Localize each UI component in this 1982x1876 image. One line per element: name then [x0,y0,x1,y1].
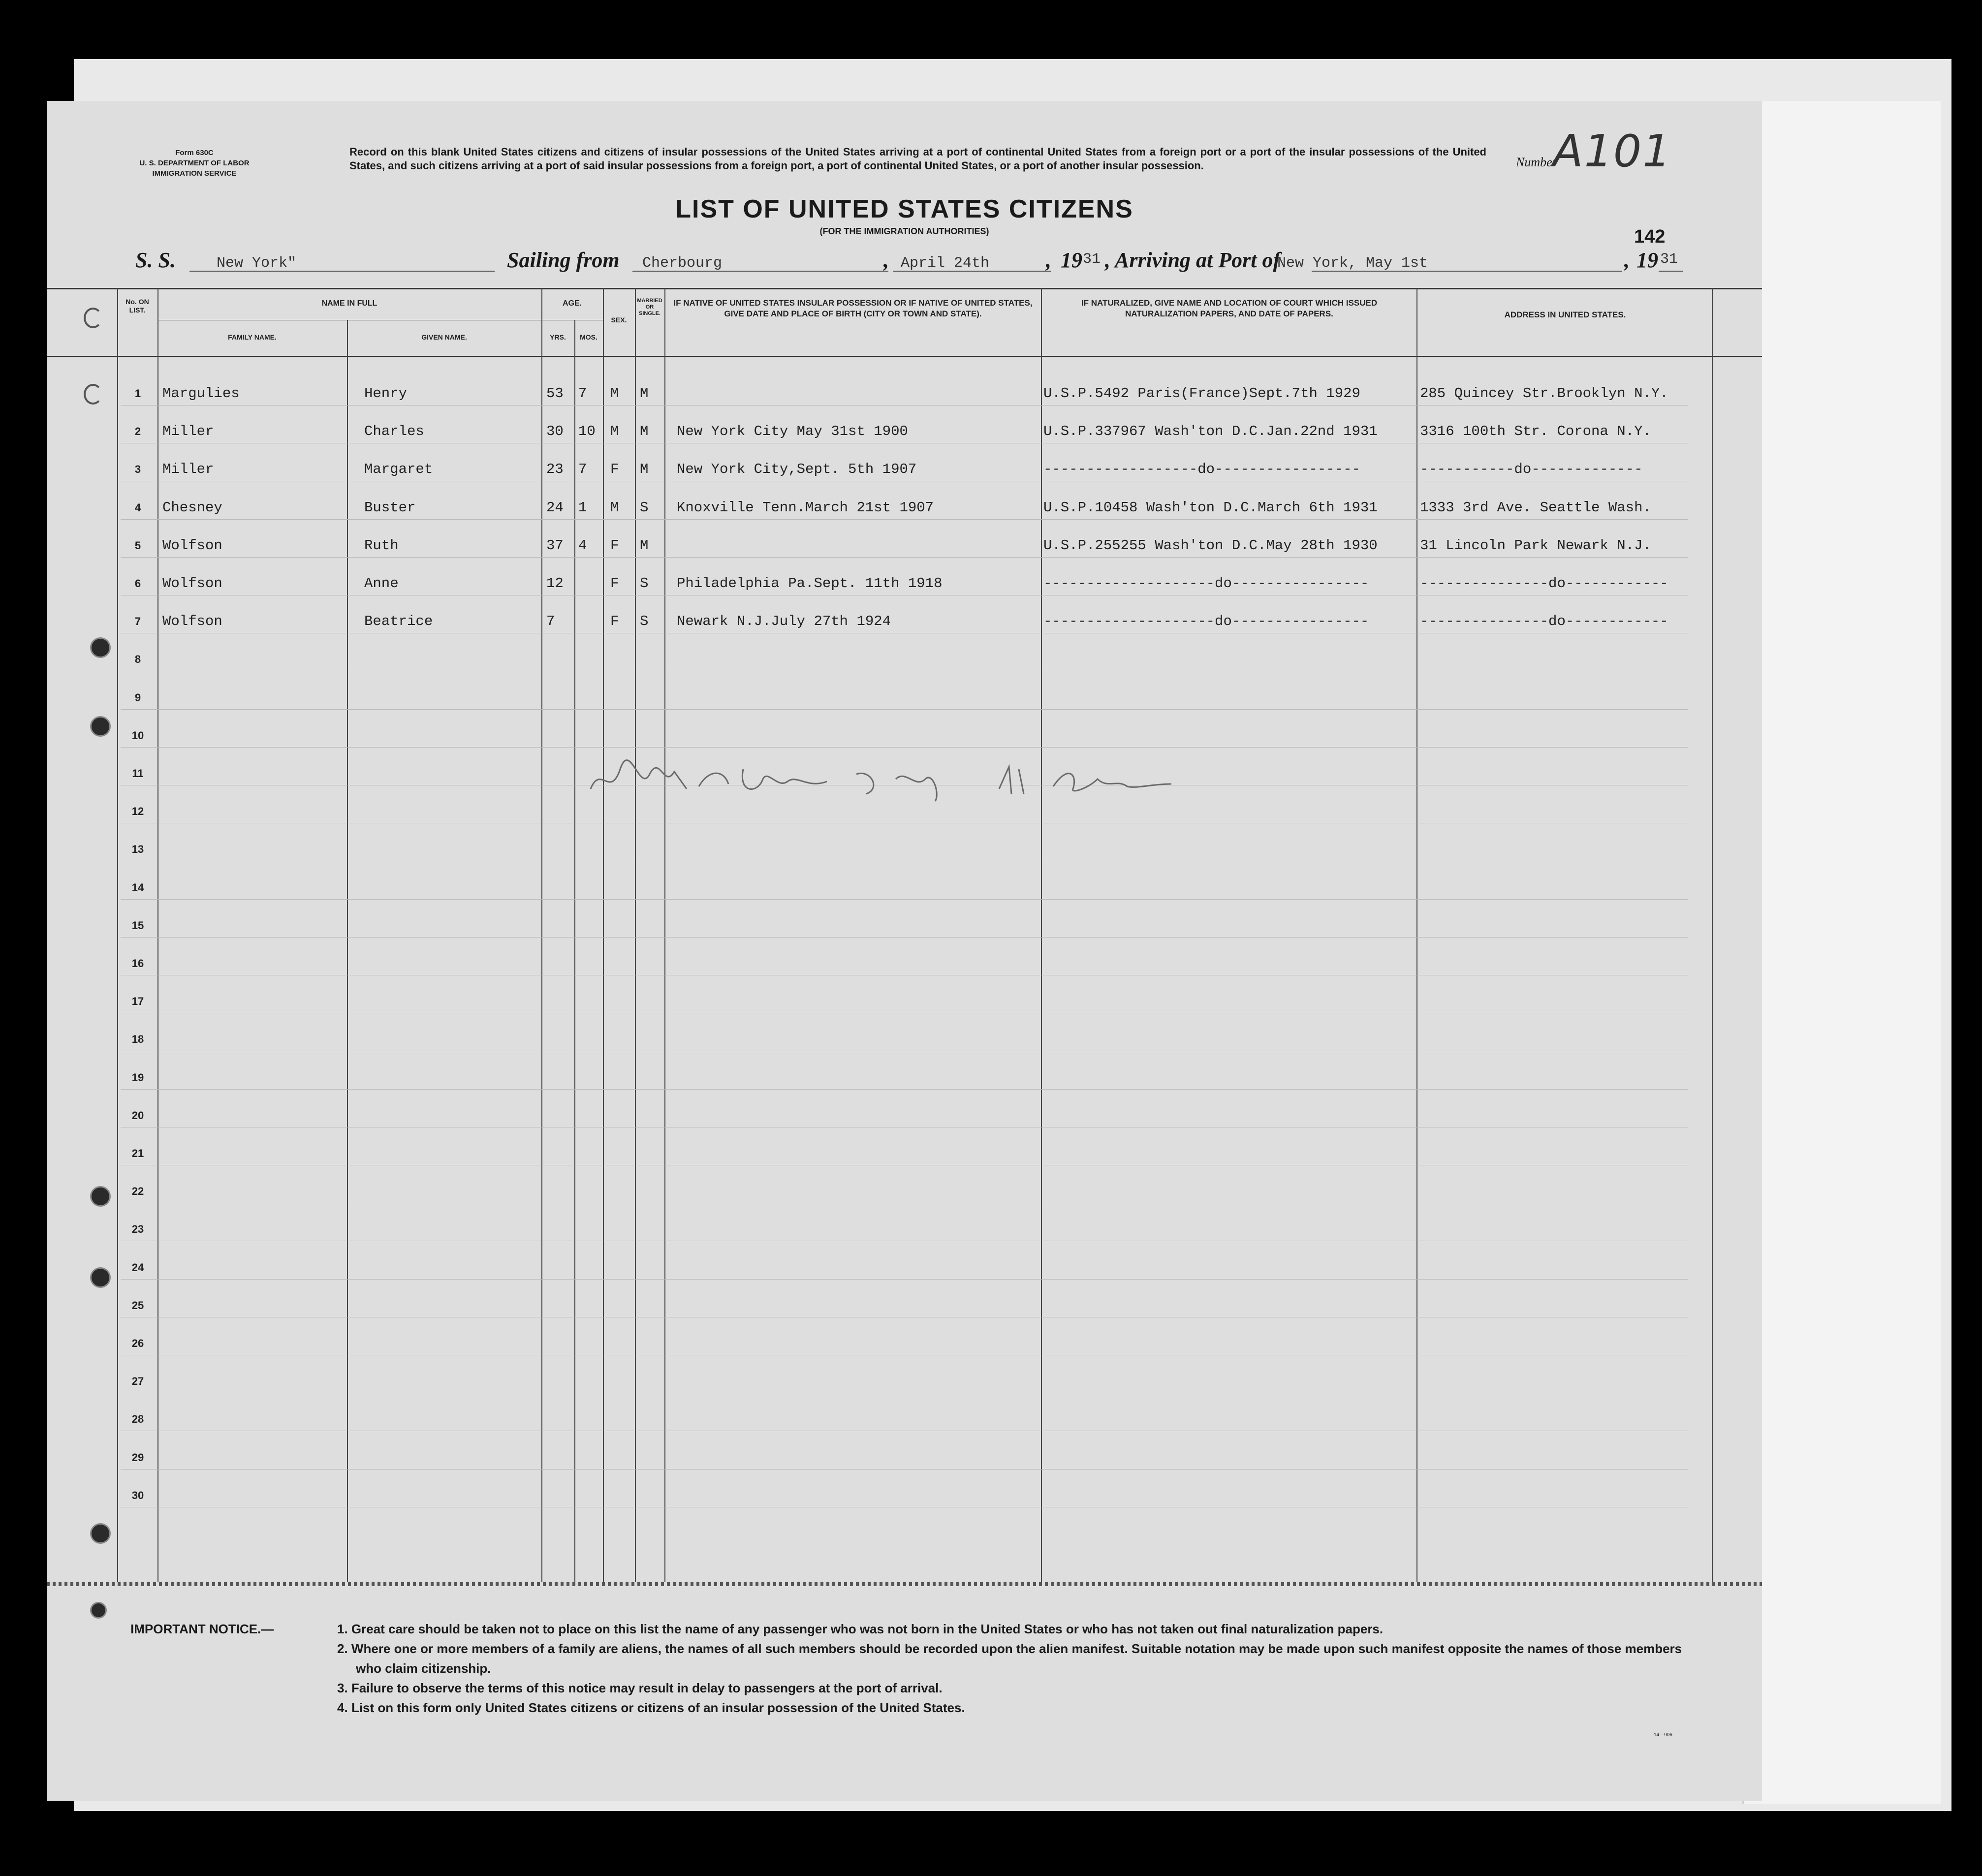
notice-lead: IMPORTANT NOTICE.— [130,1622,274,1636]
column-rule [541,288,542,1582]
row-rule [121,937,1688,938]
address-cell: 285 Quincey Str.Brooklyn N.Y. [1420,385,1668,402]
given-name-cell: Charles [364,423,424,440]
row-number: 22 [131,1185,144,1198]
page-subtitle: (FOR THE IMMIGRATION AUTHORITIES) [819,226,989,236]
row-number: 6 [134,577,141,590]
marital-status-cell: S [640,499,649,516]
naturalization-cell: ------------------do----------------- [1043,461,1360,478]
sex-cell: F [610,537,619,554]
marital-status-cell: M [640,537,649,554]
age-years-cell: 30 [546,423,564,440]
row-number: 20 [131,1109,144,1122]
row-number: 23 [131,1223,144,1236]
age-years-cell: 37 [546,537,564,554]
given-name-cell: Henry [364,385,408,402]
citizens-table [47,288,1762,1582]
right-page-edge [1742,101,1941,1804]
row-number: 15 [131,919,144,932]
table-top-line [47,288,1762,289]
notice-item-3: 3. Failure to observe the terms of this notice may result in delay to passengers at the port of arrival. [337,1681,943,1695]
address-cell: ---------------do------------ [1420,575,1668,592]
column-rule [664,288,665,1582]
naturalization-cell: U.S.P.337967 Wash'ton D.C.Jan.22nd 1931 [1043,423,1378,440]
row-number: 25 [131,1299,144,1312]
sailing-date: April 24th [901,255,990,272]
number-value: A101 [1553,125,1672,177]
header-age: AGE. [562,299,582,308]
marital-status-cell: S [640,613,649,630]
age-months-cell: 7 [578,385,587,402]
age-years-cell: 12 [546,575,564,592]
row-number: 2 [134,425,141,438]
naturalization-cell: U.S.P.255255 Wash'ton D.C.May 28th 1930 [1043,537,1378,554]
comma: , [1046,248,1051,272]
age-years-cell: 24 [546,499,564,516]
sex-cell: M [610,499,619,516]
given-name-cell: Ruth [364,537,399,554]
naturalization-cell: U.S.P.10458 Wash'ton D.C.March 6th 1931 [1043,499,1378,516]
department-name: U. S. DEPARTMENT OF LABOR [139,159,250,167]
notice-items [337,1619,1705,1718]
header-no: No. ON LIST. [126,298,149,314]
sex-cell: M [610,423,619,440]
header-sex: SEX. [611,316,627,324]
row-rule [121,1469,1688,1470]
family-name-cell: Wolfson [162,575,222,592]
column-rule [1416,288,1417,1582]
header-bottom-line [47,356,1762,357]
row-rule [121,1089,1688,1090]
ss-label: S. S. [135,248,176,272]
row-number: 3 [134,463,141,476]
birth-place-date-cell: Philadelphia Pa.Sept. 11th 1918 [677,575,943,592]
number-label: Number [1516,155,1557,169]
age-months-cell: 10 [578,423,596,440]
naturalization-cell: --------------------do---------------- [1043,613,1369,630]
row-rule [121,405,1688,406]
row-number: 9 [134,691,141,704]
row-number: 30 [131,1489,144,1501]
sex-cell: F [610,613,619,630]
address-cell: 3316 100th Str. Corona N.Y. [1420,423,1651,440]
age-years-cell: 7 [546,613,555,630]
arriving-port: New York, May 1st [1277,255,1428,272]
comma: , [1105,248,1110,272]
marital-status-cell: M [640,385,649,402]
year-prefix-2: 19 [1636,248,1658,272]
header-name-in-full: NAME IN FULL [321,299,378,308]
family-name-cell: Wolfson [162,613,222,630]
family-name-cell: Miller [162,423,214,440]
inspector-signature [581,759,1181,804]
column-rule [157,288,158,1582]
row-number: 12 [131,805,144,818]
naturalization-cell: --------------------do---------------- [1043,575,1369,592]
row-rule [121,899,1688,900]
birth-place-date-cell: New York City,Sept. 5th 1907 [677,461,917,478]
header-family-name: FAMILY NAME. [228,333,277,341]
comma: , [1624,248,1630,272]
manifest-page [47,101,1762,1801]
marital-status-cell: S [640,575,649,592]
age-months-cell: 1 [578,499,587,516]
row-number: 21 [131,1147,144,1159]
sex-cell: F [610,461,619,478]
row-number: 24 [131,1261,144,1274]
age-months-cell: 4 [578,537,587,554]
footer-code: 14—906 [1654,1732,1672,1738]
row-rule [121,557,1688,558]
row-number: 18 [131,1033,144,1046]
given-name-cell: Beatrice [364,613,433,630]
row-number: 11 [132,767,144,780]
family-name-cell: Margulies [162,385,240,402]
header-given-name: GIVEN NAME. [421,333,467,341]
sailing-year: 31 [1083,251,1101,268]
family-name-cell: Chesney [162,499,222,516]
row-number: 16 [131,957,144,969]
ship-name: New York" [217,255,297,272]
row-rule [121,519,1688,520]
header-address: ADDRESS IN UNITED STATES. [1504,310,1626,319]
row-rule [121,747,1688,748]
row-number: 7 [134,615,141,628]
year-underline [1659,271,1683,272]
header-married: MARRIED OR SINGLE. [637,298,662,316]
notice-item-2: 2. Where one or more members of a family are aliens, the names of all such members should be recorded upon the alien manifest. Suitable notation may be made upon such manifest opposite the names of those members who claim citizenship. [337,1641,1682,1676]
sailing-from: Cherbourg [642,255,723,272]
birth-place-date-cell: Newark N.J.July 27th 1924 [677,613,891,630]
column-rule [635,288,636,1582]
row-number: 14 [131,881,144,894]
row-rule [121,1279,1688,1280]
year-prefix: 19 [1061,248,1082,272]
header-native-birth: IF NATIVE OF UNITED STATES INSULAR POSSESSION OR IF NATIVE OF UNITED STATES, GIVE DATE AND PLACE OF BIRTH (CITY OR TOWN AND STATE). [673,298,1033,318]
header-mos: MOS. [580,333,598,341]
row-number: 17 [131,995,144,1008]
page-number: 142 [1634,226,1666,247]
age-months-cell: 7 [578,461,587,478]
age-years-cell: 23 [546,461,564,478]
age-years-cell: 53 [546,385,564,402]
address-cell: ---------------do------------ [1420,613,1668,630]
birth-place-date-cell: Knoxville Tenn.March 21st 1907 [677,499,934,516]
sex-cell: M [610,385,619,402]
marital-status-cell: M [640,461,649,478]
form-identifier [111,148,278,179]
row-number: 10 [131,729,144,742]
form-instructions: Record on this blank United States citizens and citizens of insular possessions of the United States arriving at a port of continental United States from a foreign port or a port of the insular possessions of the United States, and such citizens arriving at a port of said insular possessions from a foreign port, a port of continental United States, or a port of another insular possession. [349,146,1486,172]
row-number: 28 [131,1413,144,1426]
row-number: 13 [131,843,144,856]
row-number: 5 [134,539,141,552]
sex-cell: F [610,575,619,592]
address-cell: 31 Lincoln Park Newark N.J. [1420,537,1651,554]
given-name-cell: Anne [364,575,399,592]
row-number: 1 [134,387,141,400]
page-title: LIST OF UNITED STATES CITIZENS [675,195,1133,223]
family-name-cell: Miller [162,461,214,478]
binder-clip-icon [84,384,102,405]
binder-hole-icon [90,1186,111,1207]
column-rule [1041,288,1042,1582]
address-cell: -----------do------------- [1420,461,1643,478]
binder-hole-icon [90,1523,111,1544]
binder-hole-icon [90,716,111,737]
row-number: 8 [134,653,141,666]
notice-item-1: 1. Great care should be taken not to place on this list the name of any passenger who was not born in the United States or who has not taken out final naturalization papers. [337,1622,1384,1636]
service-name: IMMIGRATION SERVICE [152,169,237,178]
column-rule [1712,288,1713,1582]
sailing-label: Sailing from [507,248,620,272]
row-number: 26 [131,1337,144,1349]
birth-place-date-cell: New York City May 31st 1900 [677,423,908,440]
row-rule [121,709,1688,710]
comma: , [883,248,889,272]
given-name-cell: Buster [364,499,416,516]
binder-hole-icon [90,637,111,658]
binder-hole-icon [90,1267,111,1288]
row-number: 19 [131,1071,144,1084]
row-number: 27 [131,1375,144,1388]
address-cell: 1333 3rd Ave. Seattle Wash. [1420,499,1651,516]
row-number: 29 [131,1451,144,1464]
column-rule [603,288,604,1582]
binder-clip-icon [84,308,102,328]
given-name-cell: Margaret [364,461,433,478]
family-name-cell: Wolfson [162,537,222,554]
naturalization-cell: U.S.P.5492 Paris(France)Sept.7th 1929 [1043,385,1360,402]
form-number: Form 630C [175,149,214,157]
row-number: 4 [134,501,141,514]
header-naturalized: IF NATURALIZED, GIVE NAME AND LOCATION OF COURT WHICH ISSUED NATURALIZATION PAPERS, AND DATE OF PAPERS. [1081,298,1378,318]
arriving-label: Arriving at Port of [1115,248,1281,272]
arriving-year: 31 [1660,251,1678,268]
binder-hole-icon [90,1602,107,1619]
column-rule [117,288,118,1582]
perforation-strip [47,1582,1762,1586]
marital-status-cell: M [640,423,649,440]
notice-item-4: 4. List on this form only United States citizens or citizens of an insular possession of the United States. [337,1700,965,1715]
header-yrs: YRS. [550,333,566,341]
